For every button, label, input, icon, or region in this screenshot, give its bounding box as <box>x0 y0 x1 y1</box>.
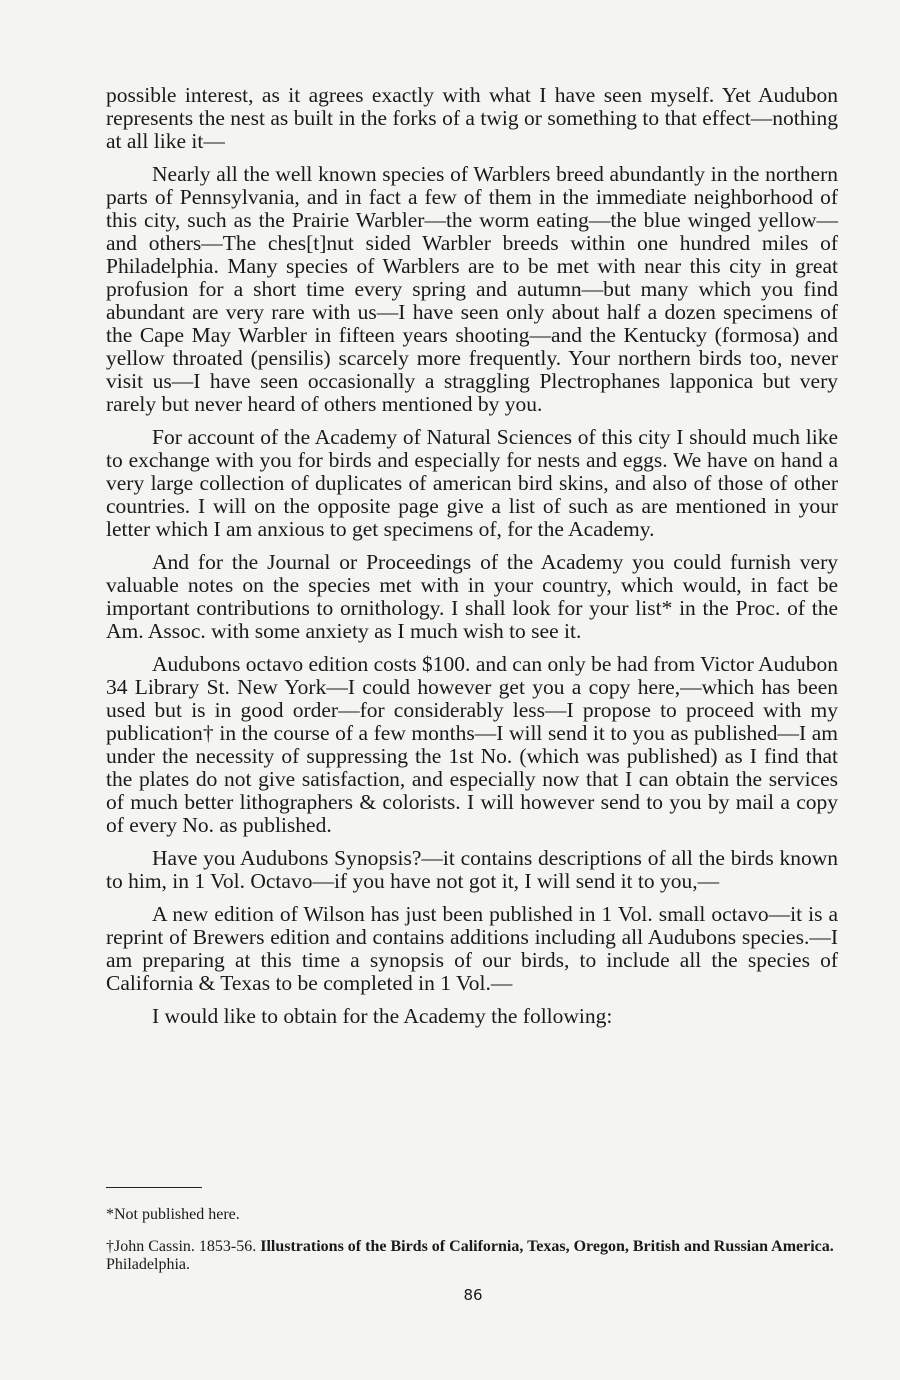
footnote-dagger-author: †John Cassin. 1853-56. <box>106 1238 257 1255</box>
footnote-dagger <box>106 1238 838 1274</box>
paragraph-7: A new edition of Wilson has just been published in 1 Vol. small octavo—it is a reprint of Brewers edition and contains additions including all Audubons species.—I am preparing at this time a synopsis of our birds, to include all the species of California & Texas to be completed in 1 Vol.— <box>106 902 838 995</box>
paragraph-4: And for the Journal or Proceedings of the Academy you could furnish very valuable notes on the species met with in your country, which would, in fact be important contributions to ornithology. I shall look for your list* in the Proc. of the Am. Assoc. with some anxiety as I much wish to see it. <box>106 550 838 643</box>
letter-body <box>106 84 838 1038</box>
paragraph-5: Audubons octavo edition costs $100. and can only be had from Victor Audubon 34 Library St. New York—I could however get you a copy here,—which has been used but is in good order—for considerably less—I propose to proceed with my publication† in the course of a few months—I will send it to you as published—I am under the necessity of suppressing the 1st No. (which was published) as I find that the plates do not give satisfaction, and especially now that I can obtain the services of much better lithographers & colorists. I will however send to you by mail a copy of every No. as published. <box>106 652 838 837</box>
footnote-dagger-title: Illustrations of the Birds of California, Texas, Oregon, British and Russian America. <box>260 1238 834 1255</box>
paragraph-8: I would like to obtain for the Academy the following: <box>152 1004 613 1028</box>
footnote-star: *Not published here. <box>106 1206 240 1223</box>
paragraph-3: For account of the Academy of Natural Sciences of this city I should much like to exchange with you for birds and especially for nests and eggs. We have on hand a very large collection of duplicates of american bird skins, and also of those of other countries. I will on the opposite page give a list of such as are mentioned in your letter which I am anxious to get specimens of, for the Academy. <box>106 425 838 541</box>
footnote-dagger-place: Philadelphia. <box>106 1256 190 1273</box>
paragraph-1: possible interest, as it agrees exactly with what I have seen myself. Yet Audubon represents the nest as built in the forks of a twig or something to that effect—nothing at all like it— <box>106 83 838 153</box>
page-number: 86 <box>463 1286 483 1304</box>
paragraph-6: Have you Audubons Synopsis?—it contains descriptions of all the birds known to him, in 1 Vol. Octavo—if you have not got it, I will send it to you,— <box>106 846 838 893</box>
footnote-divider <box>106 1187 202 1188</box>
paragraph-2: Nearly all the well known species of Warblers breed abundantly in the northern parts of Pennsylvania, and in fact a few of them in the immediate neighborhood of this city, such as the Prairie Warbler—the worm eating—the blue winged yellow—and others—The ches[t]nut sided Warbler breeds within one hundred miles of Philadelphia. Many species of Warblers are to be met with near this city in great profusion for a short time every spring and autumn—but many which you find abundant are very rare with us—I have seen only about half a dozen specimens of the Cape May Warbler in fifteen years shooting—and the Kentucky (formosa) and yellow throated (pensilis) scarcely more frequently. Your northern birds too, never visit us—I have seen occasionally a straggling Plectrophanes lapponica but very rarely but never heard of others mentioned by you. <box>106 162 838 416</box>
